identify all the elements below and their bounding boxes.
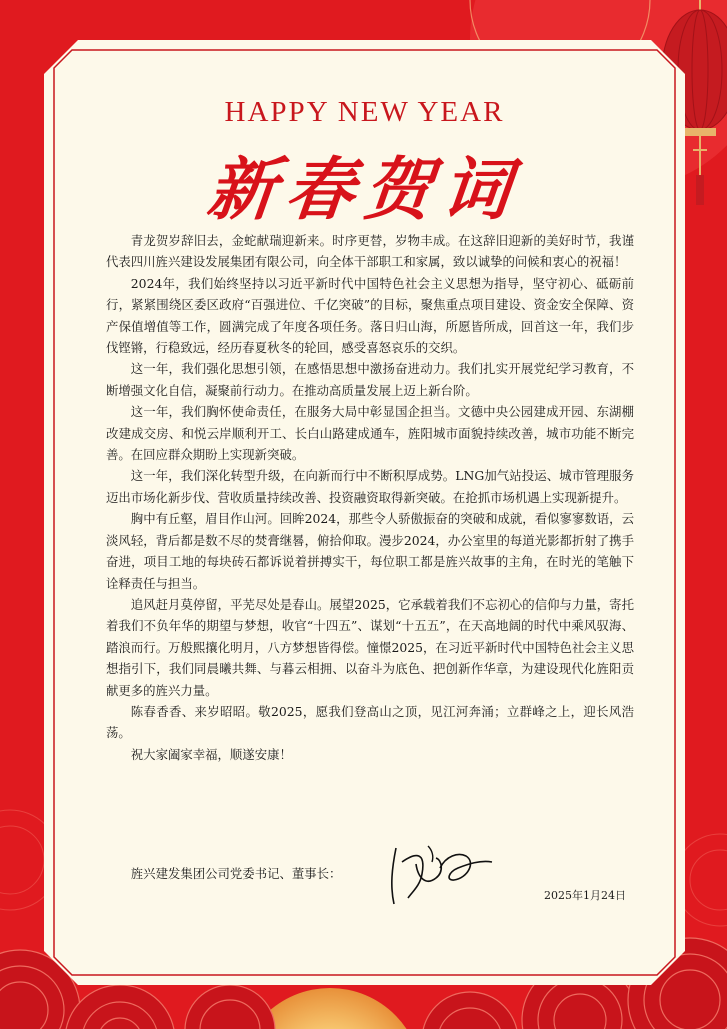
letter-date: 2025年1月24日 [544, 889, 626, 902]
letter-paragraph: 2024年，我们始终坚持以习近平新时代中国特色社会主义思想为指导，坚守初心、砥砺前行，紧紧围绕区委区政府“百强进位、千亿突破”的目标，聚焦重点项目建设、资金安全保障、资产保值增值等工作，圆满完成了年度各项任务。落日归山海，所愿皆所成，回首这一年，我们步伐铿锵，行稳致远，经历春夏秋冬的轮回，感受喜怒哀乐的交织。 [106, 275, 634, 356]
letter-paragraph: 陈春香香、来岁昭昭。敬2025，愿我们登高山之顶，见江河奔涌；立群峰之上，迎长风浩荡。 [106, 703, 634, 741]
letter-paragraph: 祝大家阖家幸福，顺遂安康！ [130, 746, 292, 762]
handwritten-signature [382, 838, 502, 908]
letter-paragraph: 追风赶月莫停留，平芜尽处是春山。展望2025，它承载着我们不忘初心的信仰与力量，寄托着我们不负年华的期望与梦想，收官“十四五”、谋划“十五五”，在天高地阔的时代中乘风驭海、踏浪而行。万般熙攘化明月，八方梦想皆得偿。憧憬2025，在习近平新时代中国特色社会主义思想指引下，我们同晨曦共舞、与暮云相拥、以奋斗为底色、把创新作华章，为建设现代化旌阳贡献更多的旌兴力量。 [106, 596, 634, 698]
letter-body [106, 230, 634, 765]
letter-paragraph: 这一年，我们胸怀使命责任，在服务大局中彰显国企担当。文德中央公园建成开园、东湖棚改建成交房、和悦云岸顺利开工、长白山路建成通车，旌阳城市面貌持续改善，城市功能不断完善。在回应群众期盼上实现新突破。 [106, 404, 634, 463]
header-english-title: HAPPY NEW YEAR [224, 96, 505, 128]
letter-paragraph: 胸中有丘壑，眉目作山河。回眸2024，那些令人骄傲振奋的突破和成就，看似寥寥数语，云淡风轻，背后都是数不尽的焚膏继晷，俯拾仰取。漫步2024，办公室里的每道光影都折射了携手奋进，项目工地的每块砖石都诉说着拼搏实干，每位职工都是旌兴故事的主角，在时光的笔触下诠释责任与担当。 [106, 511, 634, 591]
letter-paragraph: 这一年，我们深化转型升级，在向新而行中不断积厚成势。LNG加气站投运、城市管理服务迈出市场化新步伐、营收质量持续改善、投资融资取得新突破。在抢抓市场机遇上实现新提升。 [106, 468, 634, 505]
letter-paragraph: 青龙贺岁辞旧去，金蛇献瑞迎新来。时序更替，岁物丰成。在这辞旧迎新的美好时节，我谨代表四川旌兴建设发展集团有限公司，向全体干部职工和家属，致以诚挚的问候和衷心的祝福！ [106, 233, 634, 270]
signer-title: 旌兴建发集团公司党委书记、董事长： [130, 866, 342, 881]
letter-paragraph: 这一年，我们强化思想引领，在感悟思想中激扬奋进动力。我们扎实开展党纪学习教育，不断增强文化自信，凝聚前行动力。在推动高质量发展上迈上新台阶。 [106, 361, 634, 398]
header-chinese-title: 新春贺词 [203, 150, 525, 230]
